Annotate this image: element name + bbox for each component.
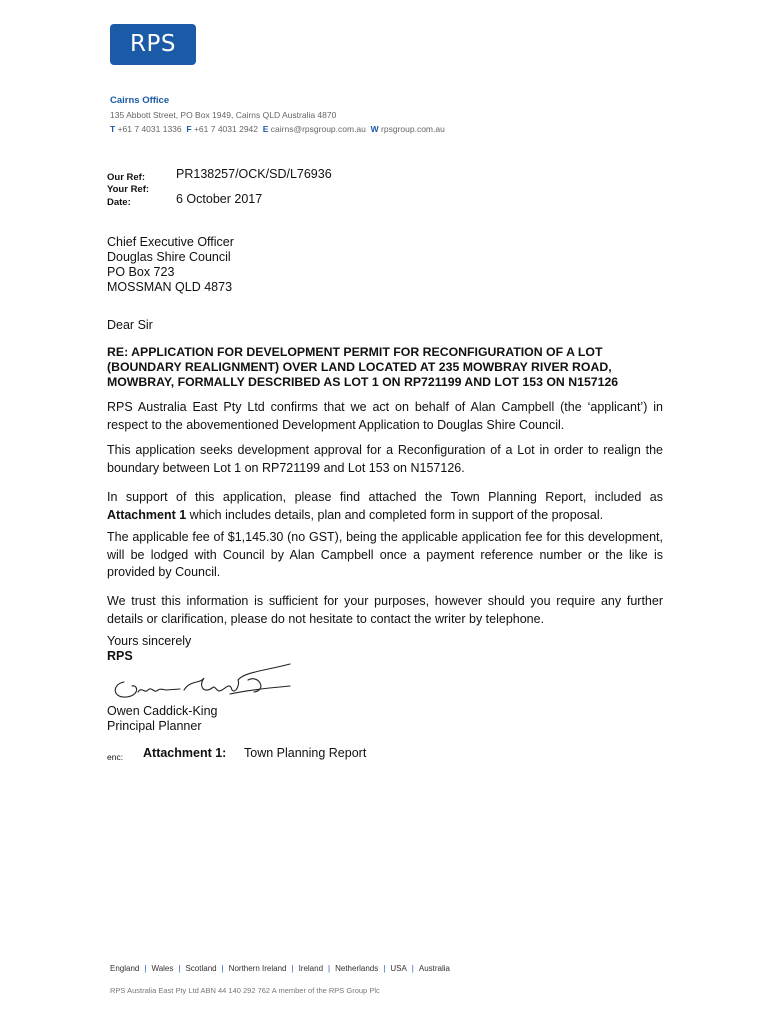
footer-separator: | [144,964,147,973]
subject-line: RE: APPLICATION FOR DEVELOPMENT PERMIT FOR RECONFIGURATION OF A LOT (BOUNDARY REALIGNMENT) OVER LAND LOCATED AT 235 MOWBRAY RIVER ROAD, MOWBRAY, FORMALLY DESCRIBED AS LOT 1 ON RP721199 AND LOT 153 ON N157126 [107,345,619,389]
fax-number: +61 7 4031 2942 [193,124,259,134]
paragraph-closing: We trust this information is sufficient for your purposes, however should you require any further details or clarification, please do not hesitate to contact the writer by telephone. [107,594,663,626]
signatory-title: Principal Planner [107,719,202,733]
enclosure-label: enc: [107,752,124,762]
date-value: 6 October 2017 [176,192,263,206]
footer-separator: | [221,964,224,973]
office-title: Cairns Office [110,95,170,106]
phone-number: +61 7 4031 1336 [117,124,182,134]
date-label: Date: [107,197,131,208]
email-label: E [262,124,269,134]
attachment-reference: Attachment 1 [107,507,187,522]
recipient-line: Douglas Shire Council [107,250,231,264]
paragraph-representation: RPS Australia East Pty Ltd confirms that we act on behalf of Alan Campbell (the ‘applicant’) in respect to the abovementioned Development Application to Douglas Shire Council. [107,400,663,432]
footer-country: Northern Ireland [228,964,287,973]
handwritten-signature [108,660,298,704]
paragraph-application-purpose: This application seeks development approval for a Reconfiguration of a Lot in order to realign the boundary between Lot 1 on RP721199 and Lot 153 on N157126. [107,443,663,475]
footer-country: Ireland [298,964,324,973]
paragraph-text: which includes details, plan and completed form in support of the proposal. [186,507,604,522]
footer-countries [110,964,450,973]
footer-separator: | [178,964,181,973]
footer-separator: | [291,964,294,973]
footer-country: England [110,964,140,973]
footer-separator: | [328,964,331,973]
recipient-line: Chief Executive Officer [107,235,234,249]
paragraph-text: In support of this application, please find attached the Town Planning Report, included as [107,490,663,504]
our-ref-value: PR138257/OCK/SD/L76936 [176,167,332,181]
recipient-line: PO Box 723 [107,265,175,279]
sign-off: Yours sincerely [107,634,192,648]
footer-country: Wales [151,964,174,973]
paragraph-fee: The applicable fee of $1,145.30 (no GST), being the applicable application fee for this development, will be lodged with Council by Alan Campbell once a payment reference number or the like is provided by Council. [107,530,663,579]
phone-label: T [110,124,116,134]
footer-country: Australia [418,964,450,973]
recipient-line: MOSSMAN QLD 4873 [107,280,233,294]
signatory-company: RPS [107,649,133,663]
footer-separator: | [383,964,386,973]
fax-label: F [186,124,192,134]
paragraph-attachment [107,489,663,524]
footer-country: Netherlands [335,964,379,973]
footer-abn: RPS Australia East Pty Ltd ABN 44 140 292 762 A member of the RPS Group Plc [110,986,380,995]
web-label: W [370,124,379,134]
recipient-address [107,235,234,295]
enclosure-attachment-name: Town Planning Report [244,746,367,760]
rps-logo: RPS [110,24,196,65]
footer-separator: | [411,964,414,973]
signatory-name: Owen Caddick-King [107,704,218,718]
our-ref-label: Our Ref: [107,172,145,183]
email-address: cairns@rpsgroup.com.au [270,124,366,134]
enclosure-attachment-label: Attachment 1: [143,746,227,760]
office-contact-line [110,124,445,134]
footer-country: Scotland [185,964,217,973]
web-address: rpsgroup.com.au [381,124,445,134]
your-ref-label: Your Ref: [107,184,150,195]
footer-country: USA [390,964,407,973]
salutation: Dear Sir [107,318,153,332]
office-address: 135 Abbott Street, PO Box 1949, Cairns QLD Australia 4870 [110,110,337,120]
